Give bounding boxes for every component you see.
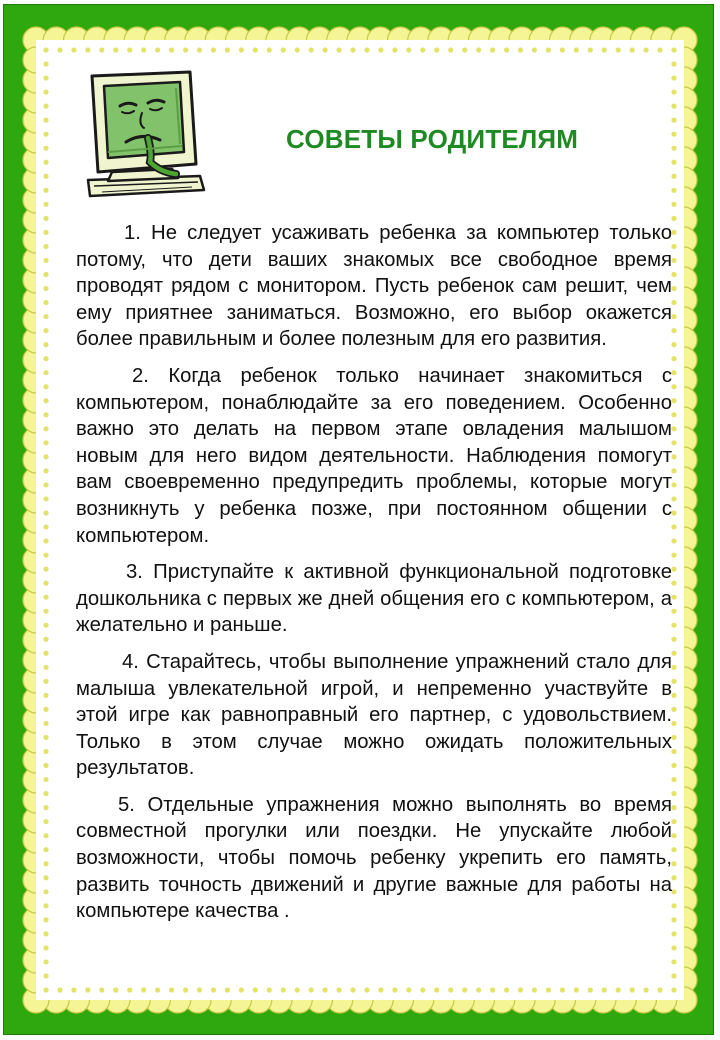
sad-computer-icon — [72, 68, 212, 202]
advice-paragraph-3: 3. Приступайте к активной функциональной подготовке дошкольника с первых же дней общения его с компьютером, а желательно и раньше. — [76, 561, 672, 637]
advice-paragraph-4: 4. Старайтесь, чтобы выполнение упражнений стало для малыша увлекательной игрой, и непременно участвуйте в этой игре как равноправный его партнер, с удовольствием. Только в этом случае можно ожидать положительных результатов. — [76, 650, 672, 780]
advice-text — [76, 220, 672, 935]
advice-paragraph-5: 5. Отдельные упражнения можно выполнять во время совместной прогулки или поездки. Не упускайте любой возможности, чтобы помочь ребенку укрепить его память, развить точность движений и другие важные для работы на компьютере качества . — [76, 793, 672, 923]
advice-paragraph-1: 1. Не следует усаживать ребенка за компьютер только потому, что дети ваших знакомых все свободное время проводят рядом с монитором. Пусть ребенок сам решит, чем ему приятнее заниматься. Возможно, его выбор окажется более правильным и более полезным для его развития. — [76, 222, 672, 351]
page-title: СОВЕТЫ РОДИТЕЛЯМ — [286, 124, 579, 154]
advice-paragraph-2: 2. Когда ребенок только начинает знакомиться с компьютером, понаблюдайте за его поведением. Особенно важно это делать на первом этапе овладения малышом новым для него видом деятельности. Наблюдения помогут вам своевременно предупредить проблемы, которые могут возникнуть у ребенка позже, при постоянном общении с компьютером. — [76, 364, 672, 547]
